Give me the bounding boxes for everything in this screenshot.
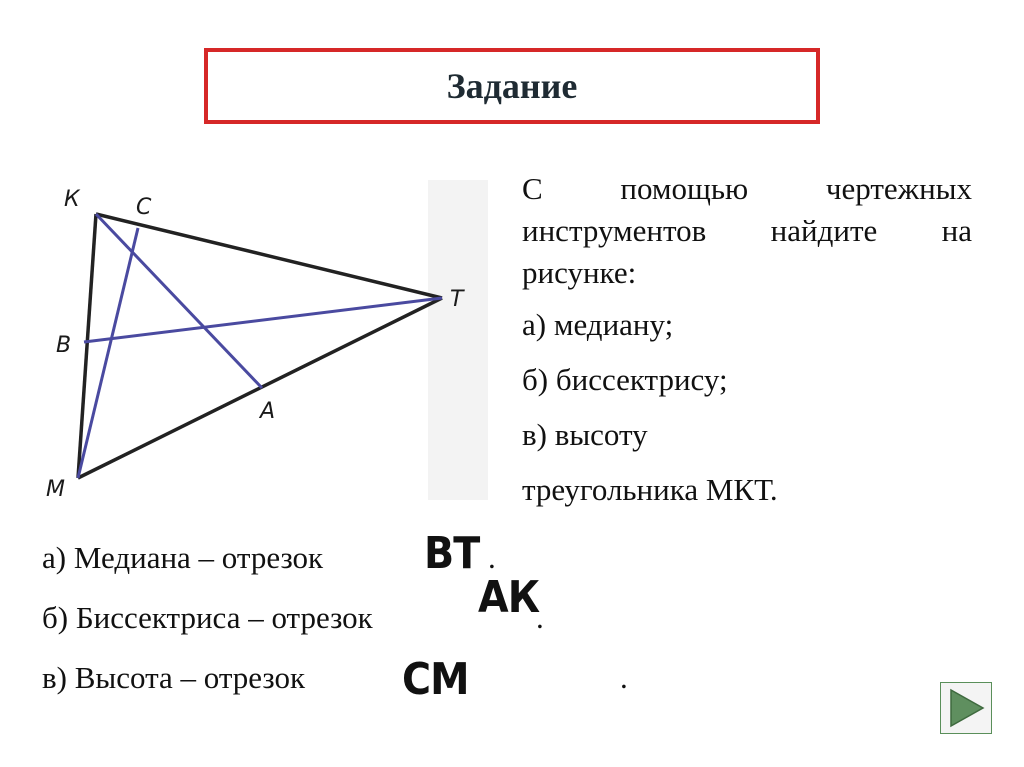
scan-shadow — [428, 180, 488, 500]
answer-row-altitude — [42, 650, 662, 710]
play-triangle-icon — [941, 683, 991, 733]
triangle-drawing — [40, 170, 500, 510]
task-item-bisector: б) биссектрису; — [522, 362, 728, 397]
median-bt — [84, 298, 442, 342]
answer-label-median: а) Медиана – отрезок — [42, 540, 324, 575]
vertex-label-c: С — [136, 195, 152, 220]
vertex-label-b: В — [56, 333, 72, 358]
answer-end-altitude: . — [620, 660, 628, 695]
answer-value-bisector: АК — [478, 572, 540, 623]
vertex-label-m: М — [46, 477, 65, 502]
answer-row-median — [42, 530, 662, 590]
vertex-label-k: К — [64, 187, 80, 212]
slide-title: Задание — [446, 66, 578, 106]
answer-label-bisector: б) Биссектриса – отрезок — [42, 600, 373, 635]
vertex-label-a: А — [260, 399, 276, 424]
task-item-altitude: в) высоту — [522, 417, 648, 452]
task-item-median: а) медиану; — [522, 307, 674, 342]
task-item-triangle: треугольника МКТ. — [522, 472, 778, 507]
answer-row-bisector — [42, 572, 662, 650]
answer-label-altitude: в) Высота – отрезок — [42, 660, 306, 695]
task-intro: С помощью чертежных инструментов найдите на рисунке: — [522, 171, 972, 290]
task-text — [522, 168, 972, 524]
answer-end-bisector: . — [536, 600, 544, 635]
title-box — [204, 48, 820, 124]
answer-value-altitude: СМ — [402, 654, 469, 705]
answer-end-median: . — [488, 540, 496, 575]
answers-list — [42, 530, 662, 710]
next-slide-button[interactable] — [940, 682, 992, 734]
answer-value-median: ВТ — [424, 528, 480, 579]
vertex-label-t: Т — [450, 287, 464, 312]
triangle-figure — [40, 170, 500, 510]
side-kt — [96, 214, 442, 298]
